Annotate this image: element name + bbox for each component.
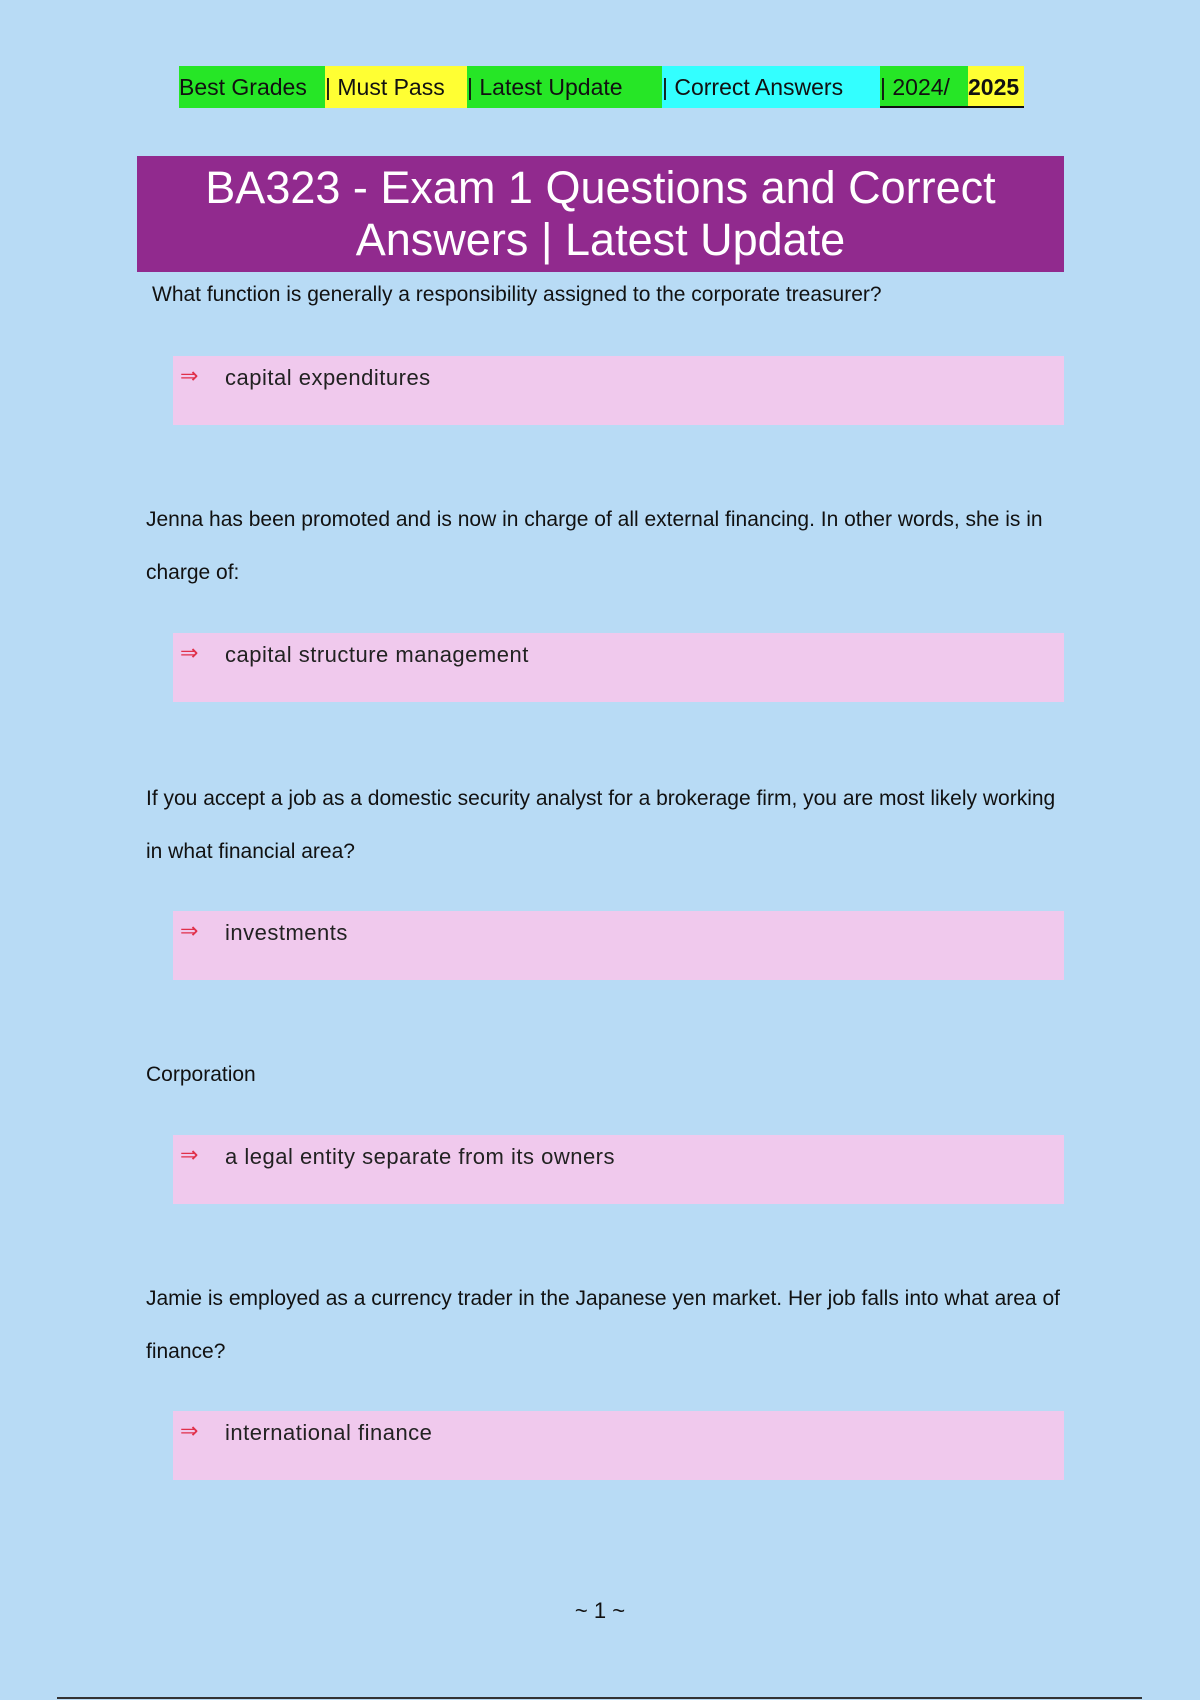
question-3: If you accept a job as a domestic security analyst for a brokerage firm, you are most likely working in what financial area? [146,787,1056,863]
tag-year-start: | 2024/ [880,66,968,108]
document-title-bar [137,156,1064,272]
tag-best-grades: Best Grades [179,66,325,108]
question-4: Corporation [146,1063,256,1086]
answer-5: international finance [225,1420,433,1445]
question-5: Jamie is employed as a currency trader in the Japanese yen market. Her job falls into what area of finance? [146,1287,1060,1363]
arrow-right-icon: ⇒ [180,1143,199,1168]
tag-year-end: 2025 [968,66,1024,108]
arrow-right-icon: ⇒ [180,364,199,389]
arrow-right-icon: ⇒ [180,919,199,944]
answer-box-2 [173,633,1064,702]
answer-box-4 [173,1135,1064,1204]
answer-2: capital structure management [225,642,529,667]
tag-latest-update: | Latest Update [467,66,662,108]
header-tags [179,66,1024,108]
document-title: BA323 - Exam 1 Questions and Correct Answers | Latest Update [205,162,996,265]
tag-correct-answers: | Correct Answers [662,66,880,108]
question-2: Jenna has been promoted and is now in charge of all external financing. In other words, she is in charge of: [146,508,1043,584]
answer-box-1 [173,356,1064,425]
answer-box-5 [173,1411,1064,1480]
answer-4: a legal entity separate from its owners [225,1144,616,1169]
question-1: What function is generally a responsibility assigned to the corporate treasurer? [152,283,882,306]
arrow-right-icon: ⇒ [180,641,199,666]
page-number: ~ 1 ~ [574,1598,626,1623]
tag-must-pass: | Must Pass [325,66,467,108]
footer-rule [57,1697,1142,1699]
answer-3: investments [225,920,348,945]
answer-box-3 [173,911,1064,980]
arrow-right-icon: ⇒ [180,1419,199,1444]
answer-1: capital expenditures [225,365,431,390]
